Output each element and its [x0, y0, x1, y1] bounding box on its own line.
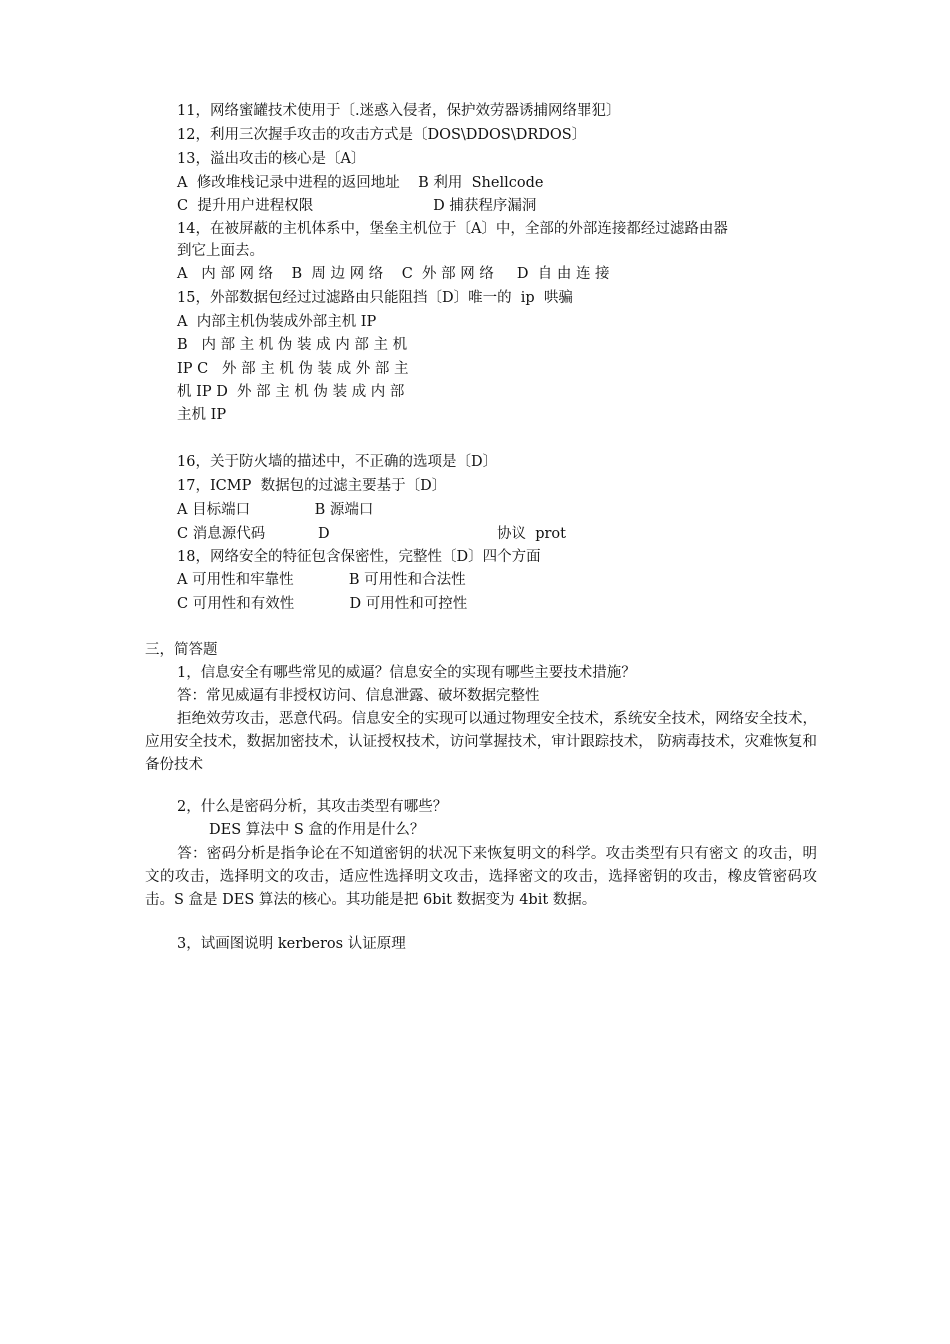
answer-2-body	[145, 843, 817, 912]
question-11: 11，网络蜜罐技术使用于〔.迷惑入侵者，保护效劳器诱捕网络罪犯〕	[177, 103, 621, 119]
question-12: 12，利用三次握手攻击的攻击方式是〔DOS\DDOS\DRDOS〕	[177, 127, 587, 143]
short-question-1: 1，信息安全有哪些常见的威逼？信息安全的实现有哪些主要技术措施？	[177, 665, 636, 681]
question-13-options-ab: A 修改堆栈记录中进程的返回地址 B 利用 Shellcode	[177, 175, 544, 191]
question-13: 13，溢出攻击的核心是〔A〕	[177, 151, 366, 167]
question-18: 18，网络安全的特征包含保密性，完整性〔D〕四个方面	[177, 549, 541, 565]
question-14-line1: 14，在被屏蔽的主机体系中，堡垒主机位于〔A〕中，全部的外部连接都经过滤路由器	[177, 221, 728, 237]
short-question-2: 2，什么是密码分析，其攻击类型有哪些？	[177, 799, 448, 815]
answer-2-text: 答：密码分析是指争论在不知道密钥的状况下来恢复明文的科学。攻击类型有只有密文 的攻击，明文的攻击，选择明文的攻击，适应性选择明文攻击，选择密文的攻击，选择密钥的攻击，橡皮管密码攻击。S 盒是 DES 算法的核心。其功能是把 6bit 数据变为 4bit 数据。	[145, 846, 817, 908]
question-15-option-d-end: 主机 IP	[177, 407, 227, 423]
question-17-option-d-text: 协议 prot	[497, 526, 566, 542]
question-15-option-c: IP C 外 部 主 机 伪 装 成 外 部 主	[177, 361, 409, 377]
short-question-3: 3，试画图说明 kerberos 认证原理	[177, 936, 406, 952]
question-15-option-a: A 内部主机伪装成外部主机 IP	[177, 314, 377, 330]
answer-1-line1: 答：常见威逼有非授权访问、信息泄露、破坏数据完整性	[177, 688, 540, 704]
question-15-option-b: B 内 部 主 机 伪 装 成 内 部 主 机	[177, 337, 408, 353]
question-14-line2: 到它上面去。	[177, 243, 264, 259]
section-title: 三，简答题	[145, 642, 218, 658]
question-14-options: A 内 部 网 络 B 周 边 网 络 C 外 部 网 络 D 自 由 连 接	[177, 266, 610, 282]
question-17-option-d: D	[318, 526, 330, 542]
question-17: 17，ICMP 数据包的过滤主要基于〔D〕	[177, 478, 447, 494]
question-16: 16，关于防火墙的描述中，不正确的选项是〔D〕	[177, 454, 498, 470]
answer-1-body	[145, 708, 817, 777]
question-15: 15，外部数据包经过过滤路由只能阻挡〔D〕唯一的 ip 哄骗	[177, 290, 573, 306]
question-17-options-ab: A 目标端口 B 源端口	[177, 502, 374, 518]
short-question-2-sub: DES 算法中 S 盒的作用是什么？	[209, 822, 425, 838]
question-17-option-c: C 消息源代码	[177, 526, 266, 542]
question-18-options-ab: A 可用性和牢靠性 B 可用性和合法性	[177, 572, 466, 588]
question-13-options-cd: C 提升用户进程权限 D 捕获程序漏洞	[177, 198, 537, 214]
answer-1-text: 拒绝效劳攻击，恶意代码。信息安全的实现可以通过物理安全技术，系统安全技术，网络安全技术，应用安全技术，数据加密技术，认证授权技术，访问掌握技术，审计跟踪技术， 防病毒技术，灾难恢复和备份技术	[145, 711, 817, 773]
question-18-options-cd: C 可用性和有效性 D 可用性和可控性	[177, 596, 468, 612]
question-15-option-d: 机 IP D 外 部 主 机 伪 装 成 内 部	[177, 384, 405, 400]
